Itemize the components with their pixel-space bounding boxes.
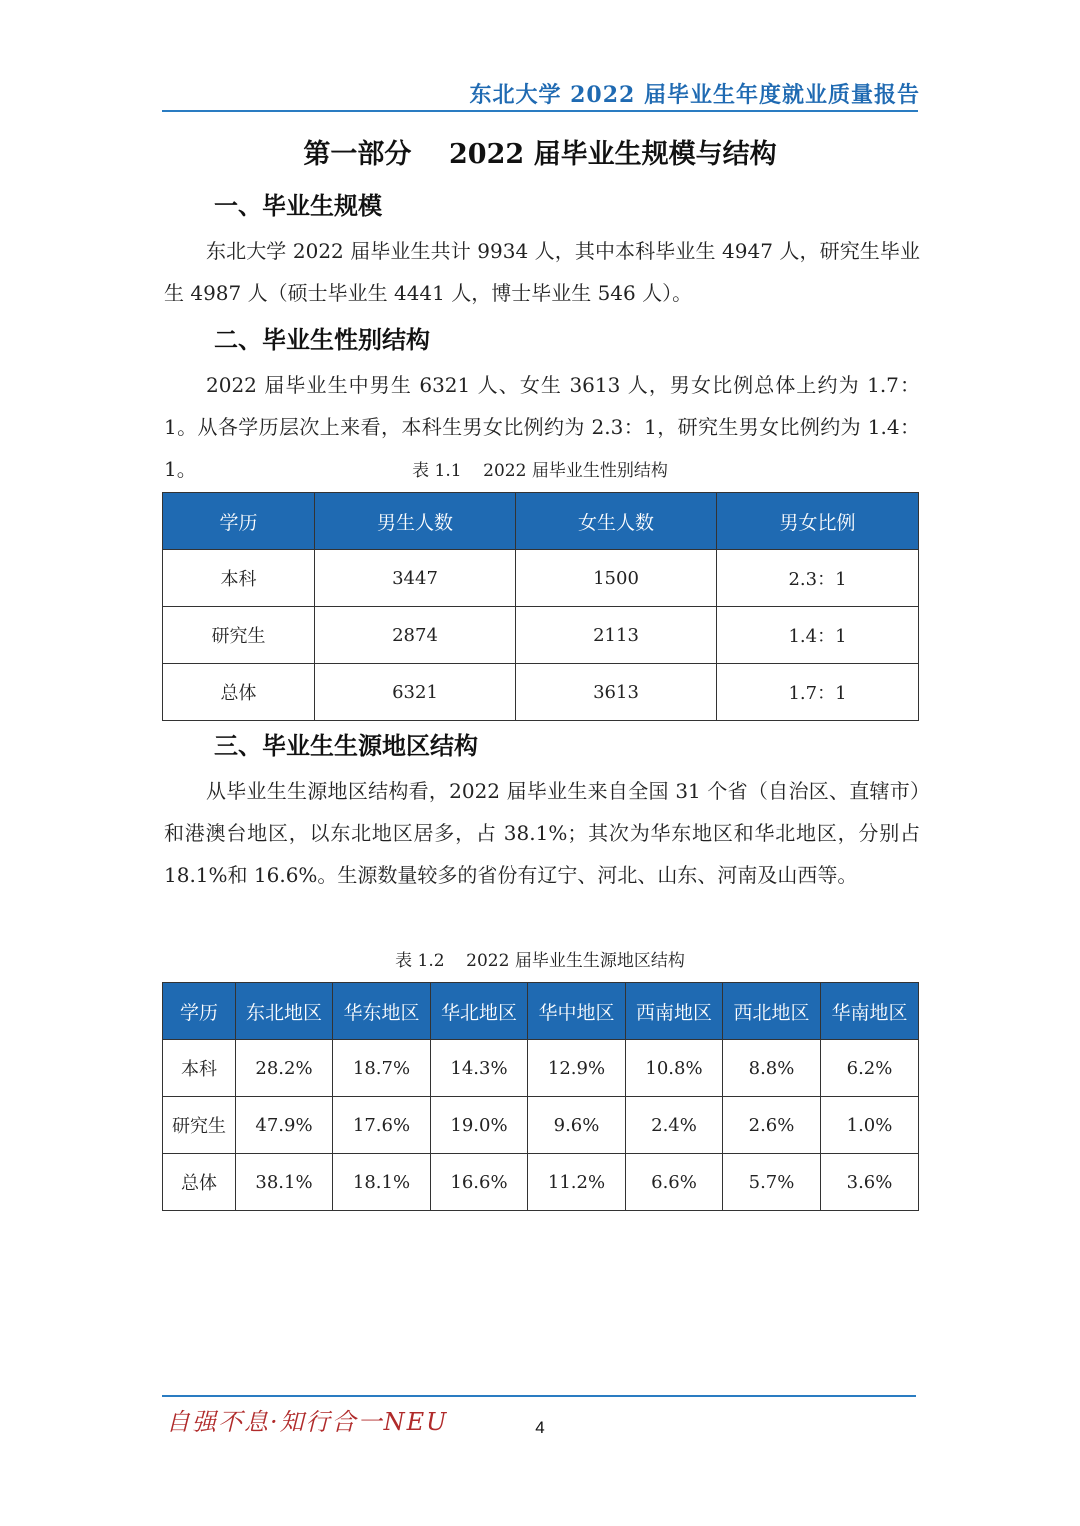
header-northeast: 东北地区 (236, 983, 333, 1040)
table-cell: 本科 (163, 1040, 236, 1097)
table-1-caption: 表 1.1 2022 届毕业生性别结构 (412, 461, 668, 481)
table-cell: 38.1% (236, 1154, 333, 1211)
region-structure-table (162, 982, 919, 1211)
table-header-row (163, 983, 919, 1040)
table-cell: 1.0% (821, 1097, 919, 1154)
section-3-title: 三、毕业生生源地区结构 (214, 731, 478, 760)
section-2-title: 二、毕业生性别结构 (214, 325, 430, 354)
table-cell: 2.6% (723, 1097, 821, 1154)
header-ratio: 男女比例 (717, 493, 919, 550)
table-row (163, 607, 919, 664)
header-male-count: 男生人数 (315, 493, 516, 550)
table-cell: 11.2% (528, 1154, 626, 1211)
table-cell: 18.1% (333, 1154, 431, 1211)
table-cell: 2874 (315, 607, 516, 664)
table-cell: 14.3% (431, 1040, 528, 1097)
part-title: 第一部分 2022 届毕业生规模与结构 (303, 139, 777, 170)
gender-structure-table (162, 492, 919, 721)
table-cell: 9.6% (528, 1097, 626, 1154)
table-cell: 28.2% (236, 1040, 333, 1097)
table-cell: 1500 (516, 550, 717, 607)
report-header-title: 东北大学 2022 届毕业生年度就业质量报告 (469, 82, 920, 108)
table-cell: 研究生 (163, 1097, 236, 1154)
table-cell: 2.4% (626, 1097, 723, 1154)
table-cell: 5.7% (723, 1154, 821, 1211)
table-cell: 19.0% (431, 1097, 528, 1154)
table-cell: 2.3：1 (717, 550, 919, 607)
table-cell: 3447 (315, 550, 516, 607)
table-cell: 6.6% (626, 1154, 723, 1211)
table-cell: 6.2% (821, 1040, 919, 1097)
table-cell: 1.7：1 (717, 664, 919, 721)
header-female-count: 女生人数 (516, 493, 717, 550)
header-east: 华东地区 (333, 983, 431, 1040)
table-row (163, 1154, 919, 1211)
table-cell: 3613 (516, 664, 717, 721)
page-number: 4 (535, 1418, 545, 1437)
table-header-row (163, 493, 919, 550)
table-cell: 研究生 (163, 607, 315, 664)
table-cell: 47.9% (236, 1097, 333, 1154)
section-3-paragraph: 从毕业生生源地区结构看，2022 届毕业生来自全国 31 个省（自治区、直辖市）和港澳台地区，以东北地区居多，占 38.1%；其次为华东地区和华北地区，分别占 18.1%和 16.6%。生源数量较多的省份有辽宁、河北、山东、河南及山西等。 (164, 779, 920, 887)
header-north: 华北地区 (431, 983, 528, 1040)
header-northwest: 西北地区 (723, 983, 821, 1040)
section-1-paragraph: 东北大学 2022 届毕业生共计 9934 人，其中本科毕业生 4947 人，研究生毕业生 4987 人（硕士毕业生 4441 人，博士毕业生 546 人）。 (164, 239, 920, 305)
header-central: 华中地区 (528, 983, 626, 1040)
table-cell: 16.6% (431, 1154, 528, 1211)
table-cell: 17.6% (333, 1097, 431, 1154)
table-cell: 6321 (315, 664, 516, 721)
table-cell: 10.8% (626, 1040, 723, 1097)
table-row (163, 1040, 919, 1097)
table-row (163, 664, 919, 721)
table-cell: 12.9% (528, 1040, 626, 1097)
footer-divider (162, 1395, 916, 1397)
header-divider (162, 110, 918, 112)
table-row (163, 1097, 919, 1154)
table-cell: 2113 (516, 607, 717, 664)
section-2-paragraph: 2022 届毕业生中男生 6321 人、女生 3613 人，男女比例总体上约为 1.7：1。从各学历层次上来看，本科生男女比例约为 2.3：1，研究生男女比例约为 1.4：1。 (164, 373, 920, 481)
table-cell: 本科 (163, 550, 315, 607)
table-cell: 总体 (163, 664, 315, 721)
table-cell: 8.8% (723, 1040, 821, 1097)
table-cell: 1.4：1 (717, 607, 919, 664)
table-cell: 3.6% (821, 1154, 919, 1211)
table-cell: 18.7% (333, 1040, 431, 1097)
table-2-caption: 表 1.2 2022 届毕业生生源地区结构 (395, 951, 685, 971)
university-motto-logo: 自强不息·知行合一NEU (166, 1408, 449, 1436)
section-1-title: 一、毕业生规模 (214, 191, 382, 220)
header-degree: 学历 (163, 493, 315, 550)
header-south: 华南地区 (821, 983, 919, 1040)
header-degree: 学历 (163, 983, 236, 1040)
table-row (163, 550, 919, 607)
header-southwest: 西南地区 (626, 983, 723, 1040)
table-cell: 总体 (163, 1154, 236, 1211)
